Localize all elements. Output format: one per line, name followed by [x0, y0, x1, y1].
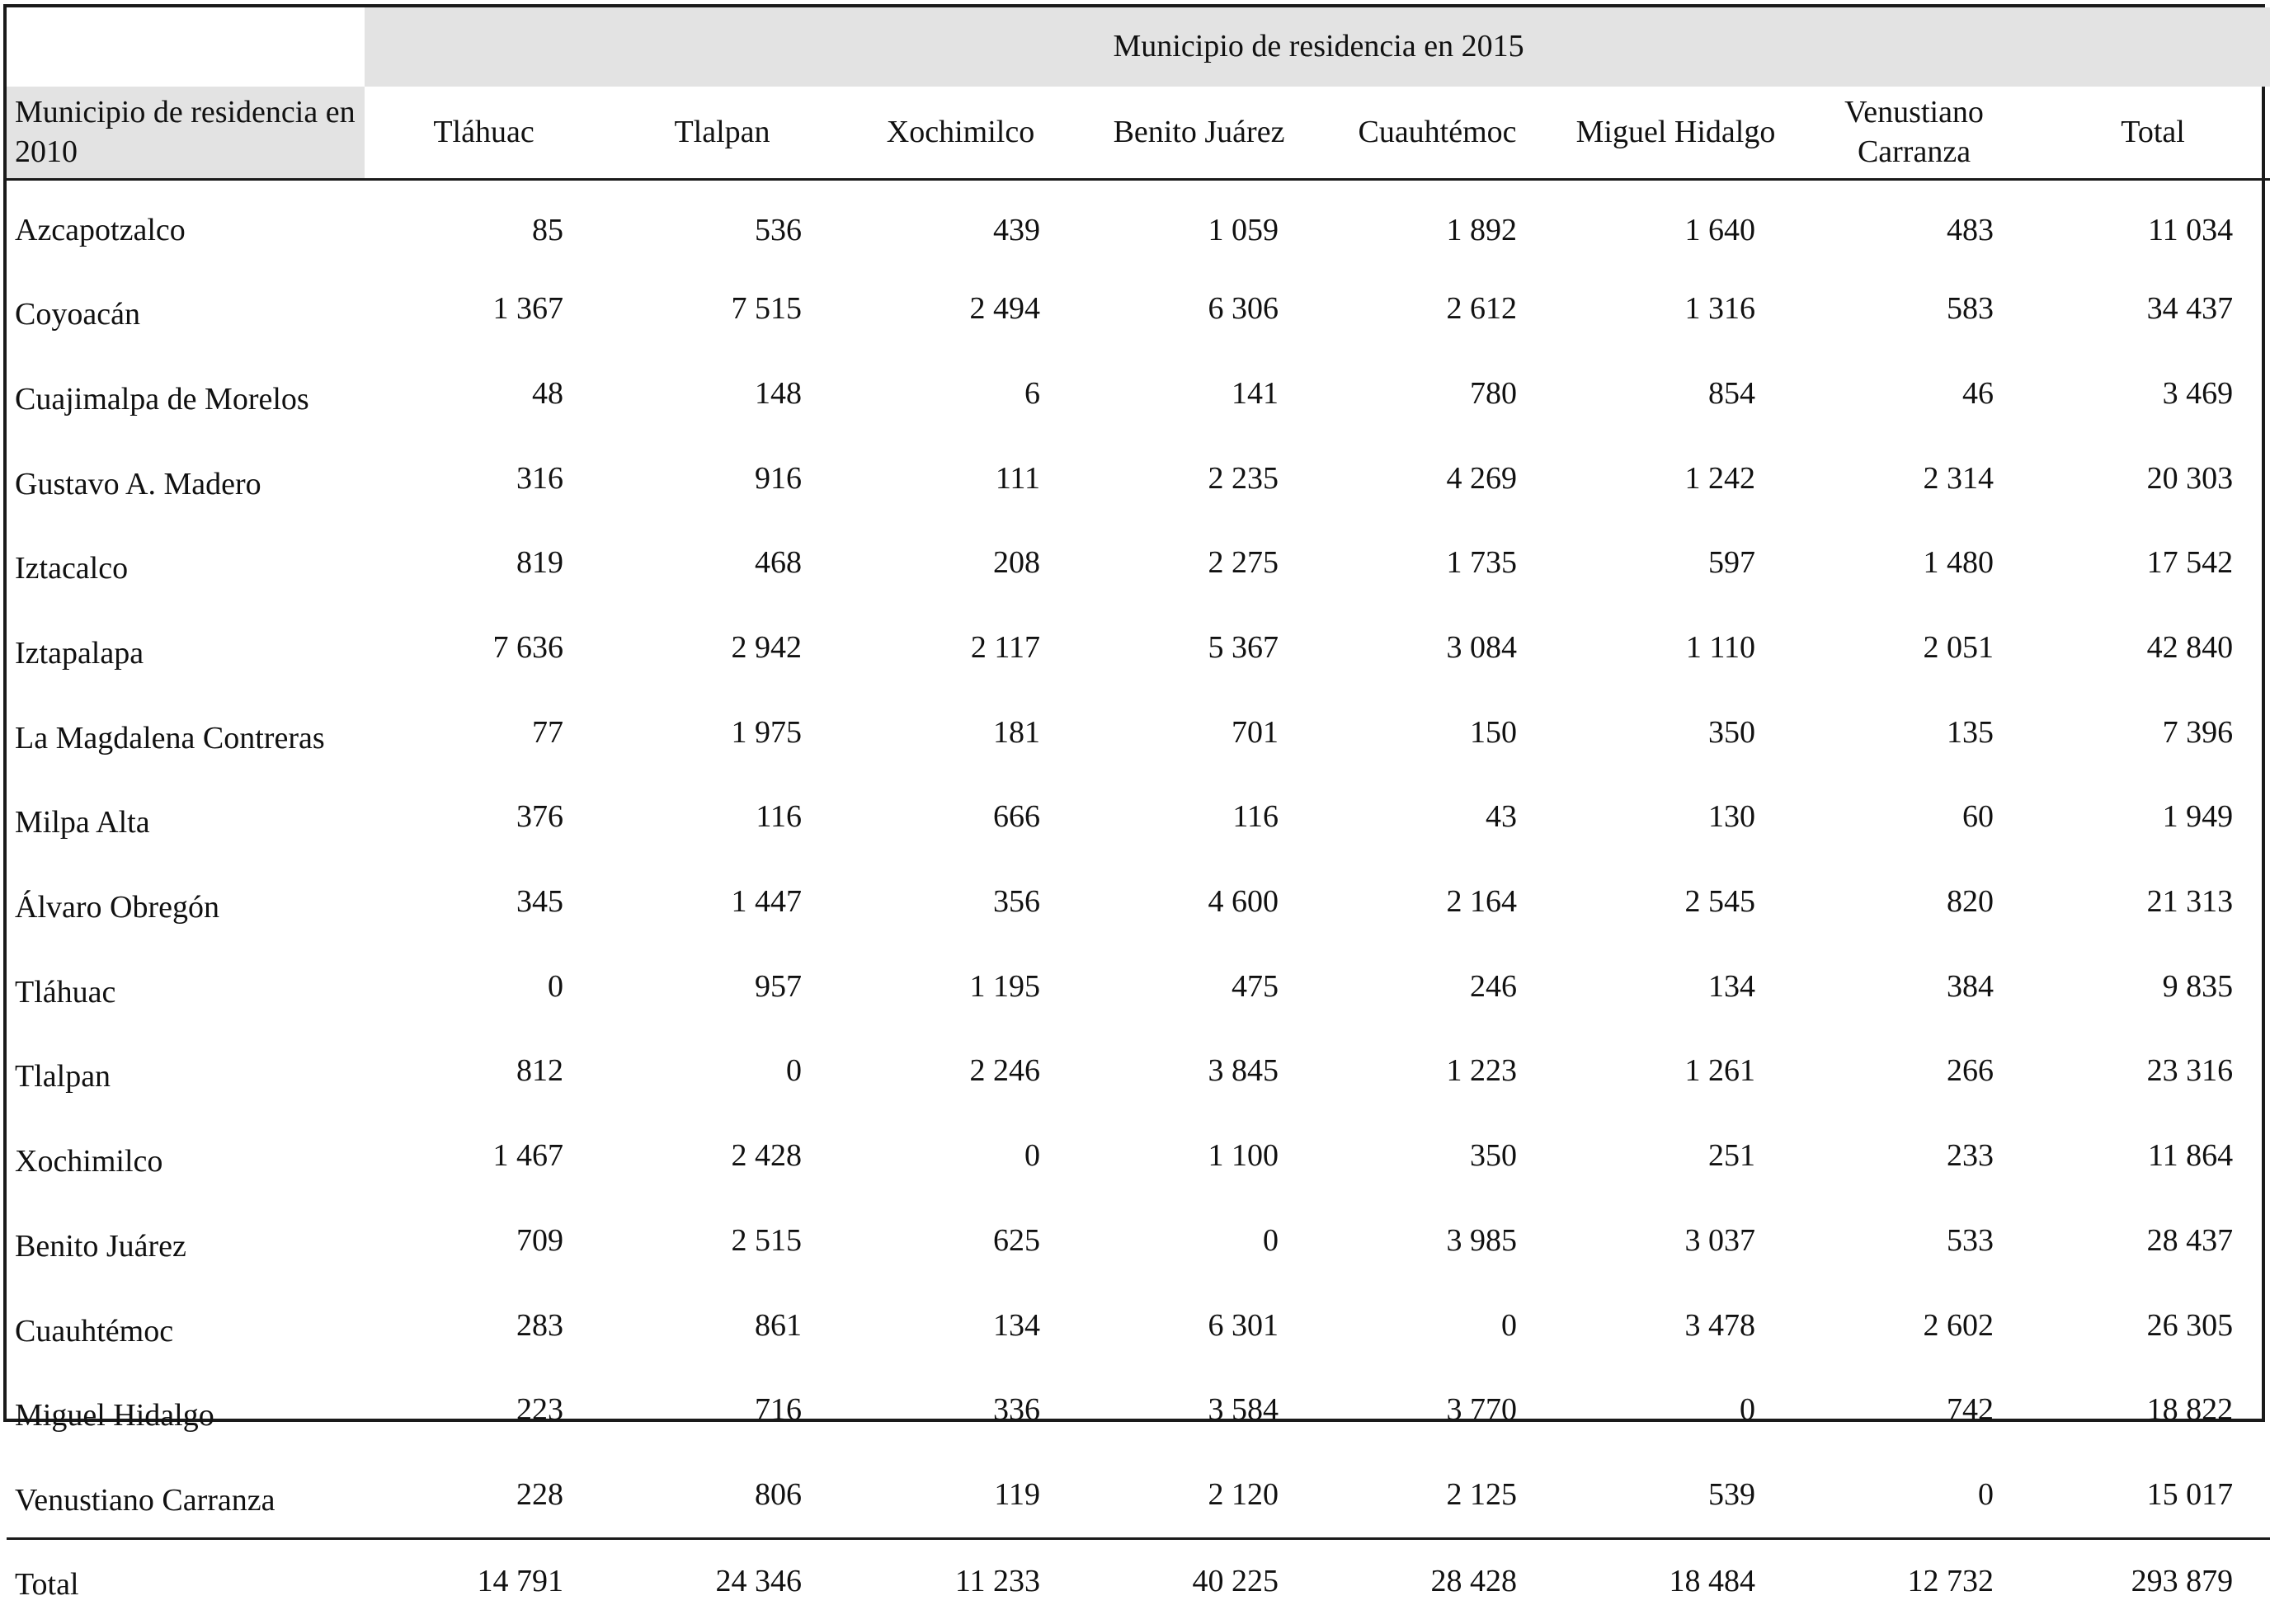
table-row: [7, 775, 2270, 860]
table-cell: 18 822: [2033, 1368, 2270, 1453]
table-cell: 28 437: [2033, 1198, 2270, 1283]
table-cell: 0: [1080, 1198, 1318, 1283]
migration-table: [7, 7, 2270, 1624]
row-label: Cuajimalpa de Morelos: [7, 351, 365, 436]
table-cell: 1 242: [1557, 436, 1795, 521]
table-cell: 111: [841, 436, 1080, 521]
table-cell: 539: [1557, 1452, 1795, 1538]
total-cell: 40 225: [1080, 1539, 1318, 1624]
table-cell: 0: [841, 1114, 1080, 1199]
table-cell: 3 469: [2033, 351, 2270, 436]
column-header: Miguel Hidalgo: [1557, 87, 1795, 180]
table-cell: 625: [841, 1198, 1080, 1283]
table-cell: 34 437: [2033, 267, 2270, 352]
row-label: Milpa Alta: [7, 775, 365, 860]
table-cell: 468: [603, 521, 841, 606]
row-label: La Magdalena Contreras: [7, 690, 365, 775]
table-cell: 1 110: [1557, 605, 1795, 690]
table-cell: 246: [1318, 944, 1557, 1029]
column-header: Benito Juárez: [1080, 87, 1318, 180]
table-cell: 806: [603, 1452, 841, 1538]
table-cell: 597: [1557, 521, 1795, 606]
table-cell: 2 515: [603, 1198, 841, 1283]
table-row: [7, 1114, 2270, 1199]
table-row: [7, 267, 2270, 352]
table-cell: 780: [1318, 351, 1557, 436]
table-cell: 709: [365, 1198, 603, 1283]
table-cell: 1 975: [603, 690, 841, 775]
table-cell: 6 301: [1080, 1283, 1318, 1368]
row-label: Tláhuac: [7, 944, 365, 1029]
table-row: [7, 351, 2270, 436]
table-cell: 742: [1795, 1368, 2033, 1453]
table-row: [7, 436, 2270, 521]
table-cell: 0: [1318, 1283, 1557, 1368]
total-cell: 18 484: [1557, 1539, 1795, 1624]
table-cell: 4 600: [1080, 860, 1318, 945]
table-cell: 130: [1557, 775, 1795, 860]
table-cell: 376: [365, 775, 603, 860]
table-cell: 1 059: [1080, 180, 1318, 267]
table-cell: 15 017: [2033, 1452, 2270, 1538]
total-cell: 28 428: [1318, 1539, 1557, 1624]
column-header: Cuauhtémoc: [1318, 87, 1557, 180]
table-cell: 0: [365, 944, 603, 1029]
table-cell: 266: [1795, 1029, 2033, 1114]
row-label: Iztapalapa: [7, 605, 365, 690]
table-cell: 3 584: [1080, 1368, 1318, 1453]
table-cell: 3 478: [1557, 1283, 1795, 1368]
table-cell: 251: [1557, 1114, 1795, 1199]
table-cell: 9 835: [2033, 944, 2270, 1029]
table-cell: 2 117: [841, 605, 1080, 690]
table-cell: 11 034: [2033, 180, 2270, 267]
table-cell: 2 120: [1080, 1452, 1318, 1538]
row-label: Venustiano Carranza: [7, 1452, 365, 1538]
row-label: Coyoacán: [7, 267, 365, 352]
table-cell: 11 864: [2033, 1114, 2270, 1199]
table-cell: 345: [365, 860, 603, 945]
table-cell: 1 480: [1795, 521, 2033, 606]
table-cell: 3 845: [1080, 1029, 1318, 1114]
table-cell: 2 494: [841, 267, 1080, 352]
table-cell: 7 515: [603, 267, 841, 352]
table-cell: 716: [603, 1368, 841, 1453]
table-cell: 1 261: [1557, 1029, 1795, 1114]
table-cell: 666: [841, 775, 1080, 860]
table-cell: 384: [1795, 944, 2033, 1029]
table-cell: 48: [365, 351, 603, 436]
table-cell: 148: [603, 351, 841, 436]
total-cell: 293 879: [2033, 1539, 2270, 1624]
table-cell: 85: [365, 180, 603, 267]
table-cell: 1 949: [2033, 775, 2270, 860]
table-cell: 42 840: [2033, 605, 2270, 690]
super-header: Municipio de residencia en 2015: [365, 7, 2270, 87]
table-cell: 2 164: [1318, 860, 1557, 945]
table-row: [7, 1198, 2270, 1283]
table-cell: 861: [603, 1283, 841, 1368]
row-label: Tlalpan: [7, 1029, 365, 1114]
table-cell: 134: [841, 1283, 1080, 1368]
row-label: Cuauhtémoc: [7, 1283, 365, 1368]
row-label: Gustavo A. Madero: [7, 436, 365, 521]
table-cell: 116: [1080, 775, 1318, 860]
table-cell: 1 447: [603, 860, 841, 945]
table-cell: 812: [365, 1029, 603, 1114]
table-row: [7, 1452, 2270, 1538]
table-cell: 223: [365, 1368, 603, 1453]
table-cell: 0: [1795, 1452, 2033, 1538]
table-cell: 1 100: [1080, 1114, 1318, 1199]
table-cell: 119: [841, 1452, 1080, 1538]
table-cell: 134: [1557, 944, 1795, 1029]
table-cell: 1 467: [365, 1114, 603, 1199]
table-cell: 3 770: [1318, 1368, 1557, 1453]
table-cell: 583: [1795, 267, 2033, 352]
migration-table-frame: [3, 4, 2265, 1422]
table-cell: 820: [1795, 860, 2033, 945]
table-cell: 1 367: [365, 267, 603, 352]
row-label: Xochimilco: [7, 1114, 365, 1199]
table-cell: 21 313: [2033, 860, 2270, 945]
table-row: [7, 690, 2270, 775]
table-cell: 356: [841, 860, 1080, 945]
table-cell: 181: [841, 690, 1080, 775]
table-cell: 77: [365, 690, 603, 775]
table-cell: 1 223: [1318, 1029, 1557, 1114]
table-row: [7, 860, 2270, 945]
table-row: [7, 1368, 2270, 1453]
table-cell: 350: [1318, 1114, 1557, 1199]
table-cell: 2 612: [1318, 267, 1557, 352]
table-cell: 4 269: [1318, 436, 1557, 521]
table-cell: 60: [1795, 775, 2033, 860]
row-label: Miguel Hidalgo: [7, 1368, 365, 1453]
table-row: [7, 605, 2270, 690]
table-cell: 2 314: [1795, 436, 2033, 521]
table-cell: 2 246: [841, 1029, 1080, 1114]
total-cell: 11 233: [841, 1539, 1080, 1624]
table-cell: 2 428: [603, 1114, 841, 1199]
table-cell: 1 195: [841, 944, 1080, 1029]
table-cell: 6 306: [1080, 267, 1318, 352]
table-cell: 2 125: [1318, 1452, 1557, 1538]
table-cell: 316: [365, 436, 603, 521]
table-cell: 536: [603, 180, 841, 267]
table-cell: 1 892: [1318, 180, 1557, 267]
table-cell: 26 305: [2033, 1283, 2270, 1368]
row-header: Municipio de residencia en 2010: [7, 87, 365, 180]
table-cell: 2 545: [1557, 860, 1795, 945]
column-header: Tláhuac: [365, 87, 603, 180]
column-header: Tlalpan: [603, 87, 841, 180]
table-cell: 3 037: [1557, 1198, 1795, 1283]
table-cell: 483: [1795, 180, 2033, 267]
table-cell: 701: [1080, 690, 1318, 775]
table-row: [7, 180, 2270, 267]
row-label: Benito Juárez: [7, 1198, 365, 1283]
table-cell: 150: [1318, 690, 1557, 775]
table-cell: 233: [1795, 1114, 2033, 1199]
table-cell: 439: [841, 180, 1080, 267]
total-row: [7, 1539, 2270, 1624]
table-cell: 2 602: [1795, 1283, 2033, 1368]
table-cell: 1 316: [1557, 267, 1795, 352]
table-cell: 6: [841, 351, 1080, 436]
table-cell: 533: [1795, 1198, 2033, 1283]
table-cell: 228: [365, 1452, 603, 1538]
table-cell: 336: [841, 1368, 1080, 1453]
column-header: Total: [2033, 87, 2270, 180]
table-cell: 135: [1795, 690, 2033, 775]
table-cell: 116: [603, 775, 841, 860]
table-cell: 5 367: [1080, 605, 1318, 690]
total-label: Total: [7, 1539, 365, 1624]
table-cell: 2 235: [1080, 436, 1318, 521]
table-cell: 1 640: [1557, 180, 1795, 267]
table-cell: 475: [1080, 944, 1318, 1029]
table-cell: 208: [841, 521, 1080, 606]
table-cell: 916: [603, 436, 841, 521]
table-cell: 20 303: [2033, 436, 2270, 521]
total-cell: 14 791: [365, 1539, 603, 1624]
table-cell: 43: [1318, 775, 1557, 860]
table-cell: 350: [1557, 690, 1795, 775]
table-cell: 957: [603, 944, 841, 1029]
table-cell: 1 735: [1318, 521, 1557, 606]
table-cell: 2 942: [603, 605, 841, 690]
table-cell: 3 084: [1318, 605, 1557, 690]
column-header: Venustiano Carranza: [1795, 87, 2033, 180]
table-cell: 46: [1795, 351, 2033, 436]
table-cell: 17 542: [2033, 521, 2270, 606]
table-row: [7, 1029, 2270, 1114]
table-cell: 0: [603, 1029, 841, 1114]
table-row: [7, 944, 2270, 1029]
table-cell: 7 396: [2033, 690, 2270, 775]
table-cell: 23 316: [2033, 1029, 2270, 1114]
table-row: [7, 1283, 2270, 1368]
table-cell: 0: [1557, 1368, 1795, 1453]
table-cell: 283: [365, 1283, 603, 1368]
total-cell: 24 346: [603, 1539, 841, 1624]
row-label: Azcapotzalco: [7, 180, 365, 267]
table-cell: 7 636: [365, 605, 603, 690]
corner-blank: [7, 7, 365, 87]
column-header: Xochimilco: [841, 87, 1080, 180]
row-label: Álvaro Obregón: [7, 860, 365, 945]
table-cell: 854: [1557, 351, 1795, 436]
table-row: [7, 521, 2270, 606]
table-cell: 2 275: [1080, 521, 1318, 606]
total-cell: 12 732: [1795, 1539, 2033, 1624]
table-cell: 3 985: [1318, 1198, 1557, 1283]
row-label: Iztacalco: [7, 521, 365, 606]
table-cell: 2 051: [1795, 605, 2033, 690]
table-cell: 819: [365, 521, 603, 606]
table-cell: 141: [1080, 351, 1318, 436]
